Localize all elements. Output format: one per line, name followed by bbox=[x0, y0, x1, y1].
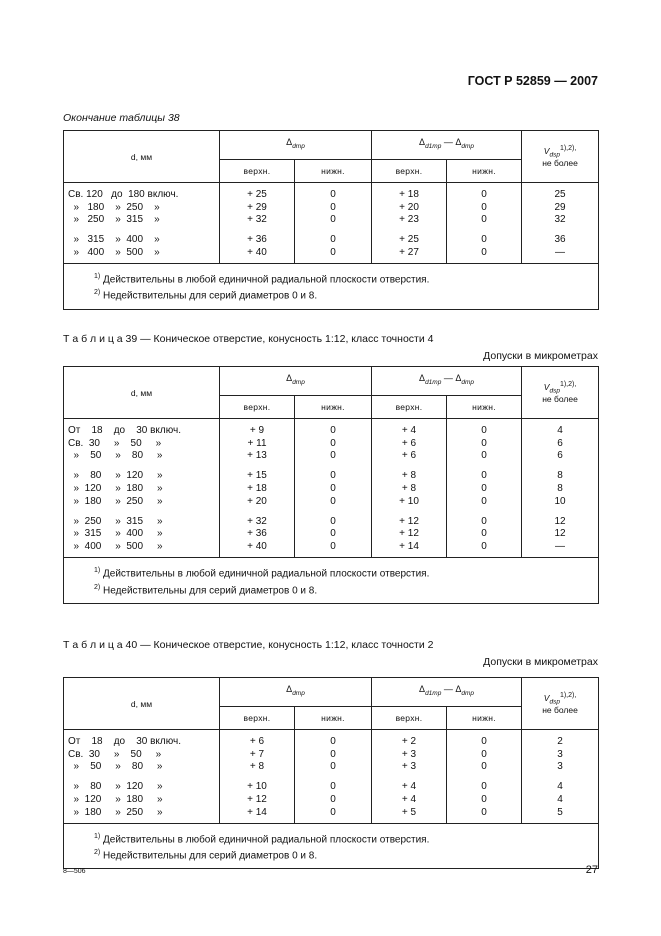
col-header-delta-dmp: $\Delta_{dmp}$ bbox=[220, 678, 372, 707]
table-row: Св. 30 » 50 » + 11 0 + 6 0 6 bbox=[64, 437, 599, 450]
table-40-units: Допуски в микрометрах bbox=[483, 656, 598, 668]
subheader-lower: нижн. bbox=[295, 160, 372, 183]
col-header-d: d, мм bbox=[64, 367, 220, 419]
table-row: » 80 » 120 » + 15 0 + 8 0 8 bbox=[64, 469, 599, 482]
col-header-vdsp: $V_{dsp}^{1),2),}$ не более bbox=[522, 367, 599, 419]
table-footnotes bbox=[64, 823, 599, 869]
footnote-1: $^{1)}$ Действительны в любой единичной радиальной плоскости отверстия. bbox=[94, 272, 430, 286]
table-footnotes bbox=[64, 263, 599, 309]
subheader-upper: верхн. bbox=[220, 396, 295, 419]
subheader-lower: нижн. bbox=[447, 707, 522, 730]
footnote-2: $^{2)}$ Недействительны для серий диаметров 0 и 8. bbox=[94, 849, 318, 862]
table-row: » 400 » 500 » + 40 0 + 27 0 — bbox=[64, 246, 599, 263]
table-row: » 180 » 250 » + 14 0 + 5 0 5 bbox=[64, 806, 599, 823]
footnote-1: $^{1)}$ Действительны в любой единичной радиальной плоскости отверстия. bbox=[94, 567, 430, 580]
table-row: » 180 » 250 » + 20 0 + 10 0 10 bbox=[64, 495, 599, 508]
table-row: » 80 » 120 » + 10 0 + 4 0 4 bbox=[64, 780, 599, 793]
footnote-2: $^{2)}$ Недействительны для серий диаметров 0 и 8. bbox=[94, 583, 318, 596]
table-38-caption: Окончание таблицы 38 bbox=[63, 112, 180, 124]
subheader-upper: верхн. bbox=[372, 396, 447, 419]
col-header-vdsp: $V_{dsp}^{1),2),}$ не более bbox=[522, 678, 599, 730]
table-39-caption: Т а б л и ц а 39 — Коническое отверстие, конусность 1:12, класс точности 4 bbox=[63, 333, 434, 345]
footnote-2: $^{2)}$ Недействительны для серий диаметров 0 и 8. bbox=[94, 289, 318, 302]
document-code: ГОСТ Р 52859 — 2007 bbox=[467, 74, 598, 88]
col-header-delta-diff: $\Delta_{d1mp}$ — $\Delta_{dmp}$ bbox=[372, 131, 522, 160]
table-row: » 120 » 180 » + 12 0 + 4 0 4 bbox=[64, 793, 599, 806]
table-39-units: Допуски в микрометрах bbox=[483, 350, 598, 362]
table-row: » 50 » 80 » + 8 0 + 3 0 3 bbox=[64, 761, 599, 774]
subheader-lower: нижн. bbox=[295, 707, 372, 730]
table-row: Св. 120 до 180 включ. + 25 0 + 18 0 25 bbox=[64, 183, 599, 201]
col-header-d: d, мм bbox=[64, 131, 220, 183]
subheader-upper: верхн. bbox=[220, 160, 295, 183]
footnote-1: $^{1)}$ Действительны в любой единичной радиальной плоскости отверстия. bbox=[94, 832, 430, 846]
table-40 bbox=[63, 677, 599, 869]
subheader-lower: нижн. bbox=[295, 396, 372, 419]
subheader-upper: верхн. bbox=[372, 707, 447, 730]
print-code: 8—506 bbox=[63, 868, 86, 875]
table-row: » 315 » 400 » + 36 0 + 12 0 12 bbox=[64, 528, 599, 541]
col-header-d: d, мм bbox=[64, 678, 220, 730]
col-header-delta-diff: $\Delta_{d1mp}$ — $\Delta_{dmp}$ bbox=[372, 678, 522, 707]
col-header-vdsp: $V_{dsp}^{1),2),}$ не более bbox=[522, 131, 599, 183]
table-row: » 315 » 400 » + 36 0 + 25 0 36 bbox=[64, 233, 599, 246]
subheader-lower: нижн. bbox=[447, 160, 522, 183]
table-row: » 400 » 500 » + 40 0 + 14 0 — bbox=[64, 540, 599, 557]
table-38 bbox=[63, 130, 599, 310]
col-header-delta-diff: $\Delta_{d1mp}$ — $\Delta_{dmp}$ bbox=[372, 367, 522, 396]
table-row: Св. 30 » 50 » + 7 0 + 3 0 3 bbox=[64, 748, 599, 761]
table-row: » 50 » 80 » + 13 0 + 6 0 6 bbox=[64, 450, 599, 463]
col-header-delta-dmp: $\Delta_{dmp}$ bbox=[220, 131, 372, 160]
table-row: » 180 » 250 » + 29 0 + 20 0 29 bbox=[64, 201, 599, 214]
col-header-delta-dmp: $\Delta_{dmp}$ bbox=[220, 367, 372, 396]
table-39 bbox=[63, 366, 599, 604]
table-40-caption: Т а б л и ц а 40 — Коническое отверстие, конусность 1:12, класс точности 2 bbox=[63, 639, 434, 651]
subheader-upper: верхн. bbox=[220, 707, 295, 730]
page-number: 27 bbox=[585, 864, 598, 876]
table-row: » 250 » 315 » + 32 0 + 23 0 32 bbox=[64, 214, 599, 227]
subheader-lower: нижн. bbox=[447, 396, 522, 419]
table-row: » 120 » 180 » + 18 0 + 8 0 8 bbox=[64, 482, 599, 495]
table-row: » 250 » 315 » + 32 0 + 12 0 12 bbox=[64, 515, 599, 528]
table-footnotes bbox=[64, 558, 599, 604]
table-row: От 18 до 30 включ. + 9 0 + 4 0 4 bbox=[64, 419, 599, 437]
subheader-upper: верхн. bbox=[372, 160, 447, 183]
table-row: От 18 до 30 включ. + 6 0 + 2 0 2 bbox=[64, 730, 599, 748]
